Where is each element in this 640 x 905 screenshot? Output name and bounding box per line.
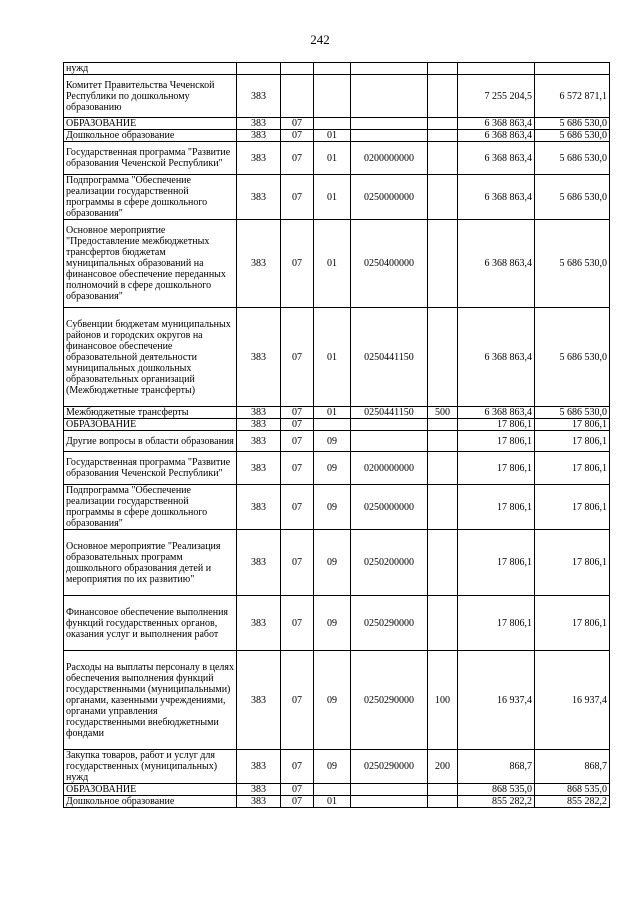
- row-subsection: 01: [314, 220, 351, 308]
- table-row: [64, 530, 610, 596]
- row-code: 383: [237, 596, 281, 651]
- row-target-code: 0250400000: [351, 220, 428, 308]
- row-value-year-1: 17 806,1: [458, 596, 535, 651]
- row-target-code: 0250200000: [351, 530, 428, 596]
- row-value-year-1: 17 806,1: [458, 419, 535, 431]
- page-number: 242: [310, 32, 330, 47]
- row-code: 383: [237, 651, 281, 750]
- row-name: Межбюджетные трансферты: [64, 407, 237, 419]
- row-subsection: 09: [314, 431, 351, 452]
- row-section: 07: [281, 651, 314, 750]
- row-value-year-1: 17 806,1: [458, 452, 535, 485]
- row-expense-type: [428, 130, 458, 142]
- row-value-year-1: 855 282,2: [458, 796, 535, 808]
- row-subsection: 09: [314, 651, 351, 750]
- row-section: [281, 63, 314, 75]
- row-value-year-2: 5 686 530,0: [535, 308, 610, 407]
- row-subsection: 09: [314, 452, 351, 485]
- row-target-code: 0250441150: [351, 407, 428, 419]
- row-code: 383: [237, 407, 281, 419]
- row-subsection: 09: [314, 485, 351, 530]
- row-section: 07: [281, 130, 314, 142]
- row-expense-type: [428, 308, 458, 407]
- row-name: ОБРАЗОВАНИЕ: [64, 118, 237, 130]
- row-subsection: [314, 419, 351, 431]
- row-expense-type: [428, 175, 458, 220]
- row-section: 07: [281, 175, 314, 220]
- table-row: [64, 118, 610, 130]
- row-name: Финансовое обеспечение выполнения функций государственных органов, оказания услуг и выполнения работ: [64, 596, 237, 651]
- row-subsection: [314, 784, 351, 796]
- row-target-code: [351, 75, 428, 118]
- row-expense-type: [428, 419, 458, 431]
- budget-table: [63, 62, 610, 808]
- row-section: 07: [281, 750, 314, 784]
- row-name: Субвенции бюджетам муниципальных районов и городских округов на финансовое обеспечение образовательной деятельности муниципальных дошкольных образовательных организаций (Межбюджетные трансферты): [64, 308, 237, 407]
- row-subsection: 01: [314, 407, 351, 419]
- row-value-year-1: 7 255 204,5: [458, 75, 535, 118]
- row-value-year-2: 17 806,1: [535, 485, 610, 530]
- row-code: 383: [237, 308, 281, 407]
- table-row: [64, 750, 610, 784]
- row-value-year-2: 16 937,4: [535, 651, 610, 750]
- row-value-year-2: 17 806,1: [535, 530, 610, 596]
- row-value-year-2: 868 535,0: [535, 784, 610, 796]
- table-row: [64, 651, 610, 750]
- row-code: 383: [237, 750, 281, 784]
- table-row: [64, 431, 610, 452]
- row-value-year-1: 6 368 863,4: [458, 142, 535, 175]
- row-value-year-2: 17 806,1: [535, 419, 610, 431]
- row-target-code: [351, 796, 428, 808]
- row-code: 383: [237, 142, 281, 175]
- row-name: Расходы на выплаты персоналу в целях обеспечения выполнения функций государственными (муниципальными) органами, казенными учреждениями, органами управления государственными внебюджетными фондами: [64, 651, 237, 750]
- row-subsection: 01: [314, 142, 351, 175]
- row-code: 383: [237, 175, 281, 220]
- row-value-year-1: 868 535,0: [458, 784, 535, 796]
- row-section: 07: [281, 784, 314, 796]
- row-value-year-1: [458, 63, 535, 75]
- row-name: Подпрограмма "Обеспечение реализации государственной программы в сфере дошкольного образования": [64, 175, 237, 220]
- row-value-year-2: 6 572 871,1: [535, 75, 610, 118]
- row-value-year-2: 5 686 530,0: [535, 142, 610, 175]
- row-code: 383: [237, 130, 281, 142]
- row-value-year-2: 5 686 530,0: [535, 220, 610, 308]
- row-expense-type: [428, 431, 458, 452]
- row-subsection: 09: [314, 530, 351, 596]
- row-target-code: 0250290000: [351, 651, 428, 750]
- row-value-year-2: 5 686 530,0: [535, 175, 610, 220]
- table-row: [64, 220, 610, 308]
- row-name: Комитет Правительства Чеченской Республики по дошкольному образованию: [64, 75, 237, 118]
- row-value-year-2: 5 686 530,0: [535, 130, 610, 142]
- row-code: 383: [237, 75, 281, 118]
- row-code: 383: [237, 220, 281, 308]
- row-expense-type: [428, 485, 458, 530]
- row-section: 07: [281, 530, 314, 596]
- row-target-code: [351, 130, 428, 142]
- table-row: [64, 419, 610, 431]
- table-row: [64, 407, 610, 419]
- row-value-year-1: 17 806,1: [458, 530, 535, 596]
- row-value-year-1: 6 368 863,4: [458, 118, 535, 130]
- row-expense-type: [428, 530, 458, 596]
- row-code: 383: [237, 485, 281, 530]
- row-target-code: 0250000000: [351, 175, 428, 220]
- row-value-year-1: 17 806,1: [458, 485, 535, 530]
- row-expense-type: 200: [428, 750, 458, 784]
- row-value-year-2: 5 686 530,0: [535, 118, 610, 130]
- row-expense-type: [428, 220, 458, 308]
- budget-table-body: [64, 63, 610, 808]
- row-subsection: [314, 75, 351, 118]
- row-target-code: 0200000000: [351, 142, 428, 175]
- row-target-code: [351, 118, 428, 130]
- row-target-code: [351, 431, 428, 452]
- row-value-year-1: 6 368 863,4: [458, 220, 535, 308]
- row-subsection: 09: [314, 596, 351, 651]
- table-row: [64, 130, 610, 142]
- row-target-code: 0250441150: [351, 308, 428, 407]
- row-subsection: [314, 118, 351, 130]
- row-name: ОБРАЗОВАНИЕ: [64, 784, 237, 796]
- row-value-year-1: 17 806,1: [458, 431, 535, 452]
- row-value-year-1: 6 368 863,4: [458, 130, 535, 142]
- row-value-year-2: 855 282,2: [535, 796, 610, 808]
- row-expense-type: [428, 796, 458, 808]
- row-expense-type: [428, 452, 458, 485]
- row-target-code: 0250290000: [351, 596, 428, 651]
- row-section: 07: [281, 118, 314, 130]
- row-subsection: 01: [314, 130, 351, 142]
- row-target-code: 0250000000: [351, 485, 428, 530]
- row-name: Основное мероприятие "Реализация образовательных программ дошкольного образования детей и мероприятия по их развитию": [64, 530, 237, 596]
- row-section: 07: [281, 220, 314, 308]
- row-value-year-2: 5 686 530,0: [535, 407, 610, 419]
- row-value-year-2: 17 806,1: [535, 452, 610, 485]
- row-code: 383: [237, 431, 281, 452]
- table-row: [64, 63, 610, 75]
- row-name: Закупка товаров, работ и услуг для государственных (муниципальных) нужд: [64, 750, 237, 784]
- row-expense-type: 500: [428, 407, 458, 419]
- row-value-year-2: 17 806,1: [535, 596, 610, 651]
- row-target-code: 0200000000: [351, 452, 428, 485]
- row-expense-type: [428, 118, 458, 130]
- row-target-code: [351, 784, 428, 796]
- row-section: 07: [281, 142, 314, 175]
- row-value-year-1: 6 368 863,4: [458, 175, 535, 220]
- row-section: [281, 75, 314, 118]
- row-value-year-2: [535, 63, 610, 75]
- table-row: [64, 452, 610, 485]
- row-section: 07: [281, 308, 314, 407]
- row-code: 383: [237, 419, 281, 431]
- table-row: [64, 485, 610, 530]
- row-value-year-1: 868,7: [458, 750, 535, 784]
- row-subsection: 01: [314, 175, 351, 220]
- row-section: 07: [281, 796, 314, 808]
- table-row: [64, 175, 610, 220]
- row-name: Основное мероприятие "Предоставление межбюджетных трансфертов бюджетам муниципальных образований на финансовое обеспечение переданных полномочий в сфере дошкольного образования": [64, 220, 237, 308]
- row-name: Дошкольное образование: [64, 796, 237, 808]
- row-target-code: [351, 419, 428, 431]
- table-row: [64, 75, 610, 118]
- row-code: 383: [237, 118, 281, 130]
- row-subsection: 01: [314, 796, 351, 808]
- row-name: Другие вопросы в области образования: [64, 431, 237, 452]
- row-expense-type: [428, 142, 458, 175]
- row-subsection: 09: [314, 750, 351, 784]
- row-value-year-1: 6 368 863,4: [458, 308, 535, 407]
- row-name: Дошкольное образование: [64, 130, 237, 142]
- row-name: Государственная программа "Развитие образования Чеченской Республики": [64, 142, 237, 175]
- row-name: Подпрограмма "Обеспечение реализации государственной программы в сфере дошкольного образования": [64, 485, 237, 530]
- row-section: 07: [281, 407, 314, 419]
- row-section: 07: [281, 485, 314, 530]
- row-name: Государственная программа "Развитие образования Чеченской Республики": [64, 452, 237, 485]
- row-value-year-1: 16 937,4: [458, 651, 535, 750]
- row-code: 383: [237, 452, 281, 485]
- table-row: [64, 142, 610, 175]
- table-row: [64, 796, 610, 808]
- row-code: 383: [237, 530, 281, 596]
- row-expense-type: 100: [428, 651, 458, 750]
- row-code: 383: [237, 784, 281, 796]
- row-value-year-1: 6 368 863,4: [458, 407, 535, 419]
- row-value-year-2: 868,7: [535, 750, 610, 784]
- row-section: 07: [281, 419, 314, 431]
- row-section: 07: [281, 452, 314, 485]
- row-name: нужд: [64, 63, 237, 75]
- row-expense-type: [428, 63, 458, 75]
- row-section: 07: [281, 596, 314, 651]
- row-target-code: [351, 63, 428, 75]
- row-section: 07: [281, 431, 314, 452]
- row-subsection: [314, 63, 351, 75]
- row-expense-type: [428, 784, 458, 796]
- row-expense-type: [428, 596, 458, 651]
- table-row: [64, 596, 610, 651]
- row-code: 383: [237, 796, 281, 808]
- row-expense-type: [428, 75, 458, 118]
- row-subsection: 01: [314, 308, 351, 407]
- row-code: [237, 63, 281, 75]
- row-name: ОБРАЗОВАНИЕ: [64, 419, 237, 431]
- row-value-year-2: 17 806,1: [535, 431, 610, 452]
- row-target-code: 0250290000: [351, 750, 428, 784]
- table-row: [64, 308, 610, 407]
- table-row: [64, 784, 610, 796]
